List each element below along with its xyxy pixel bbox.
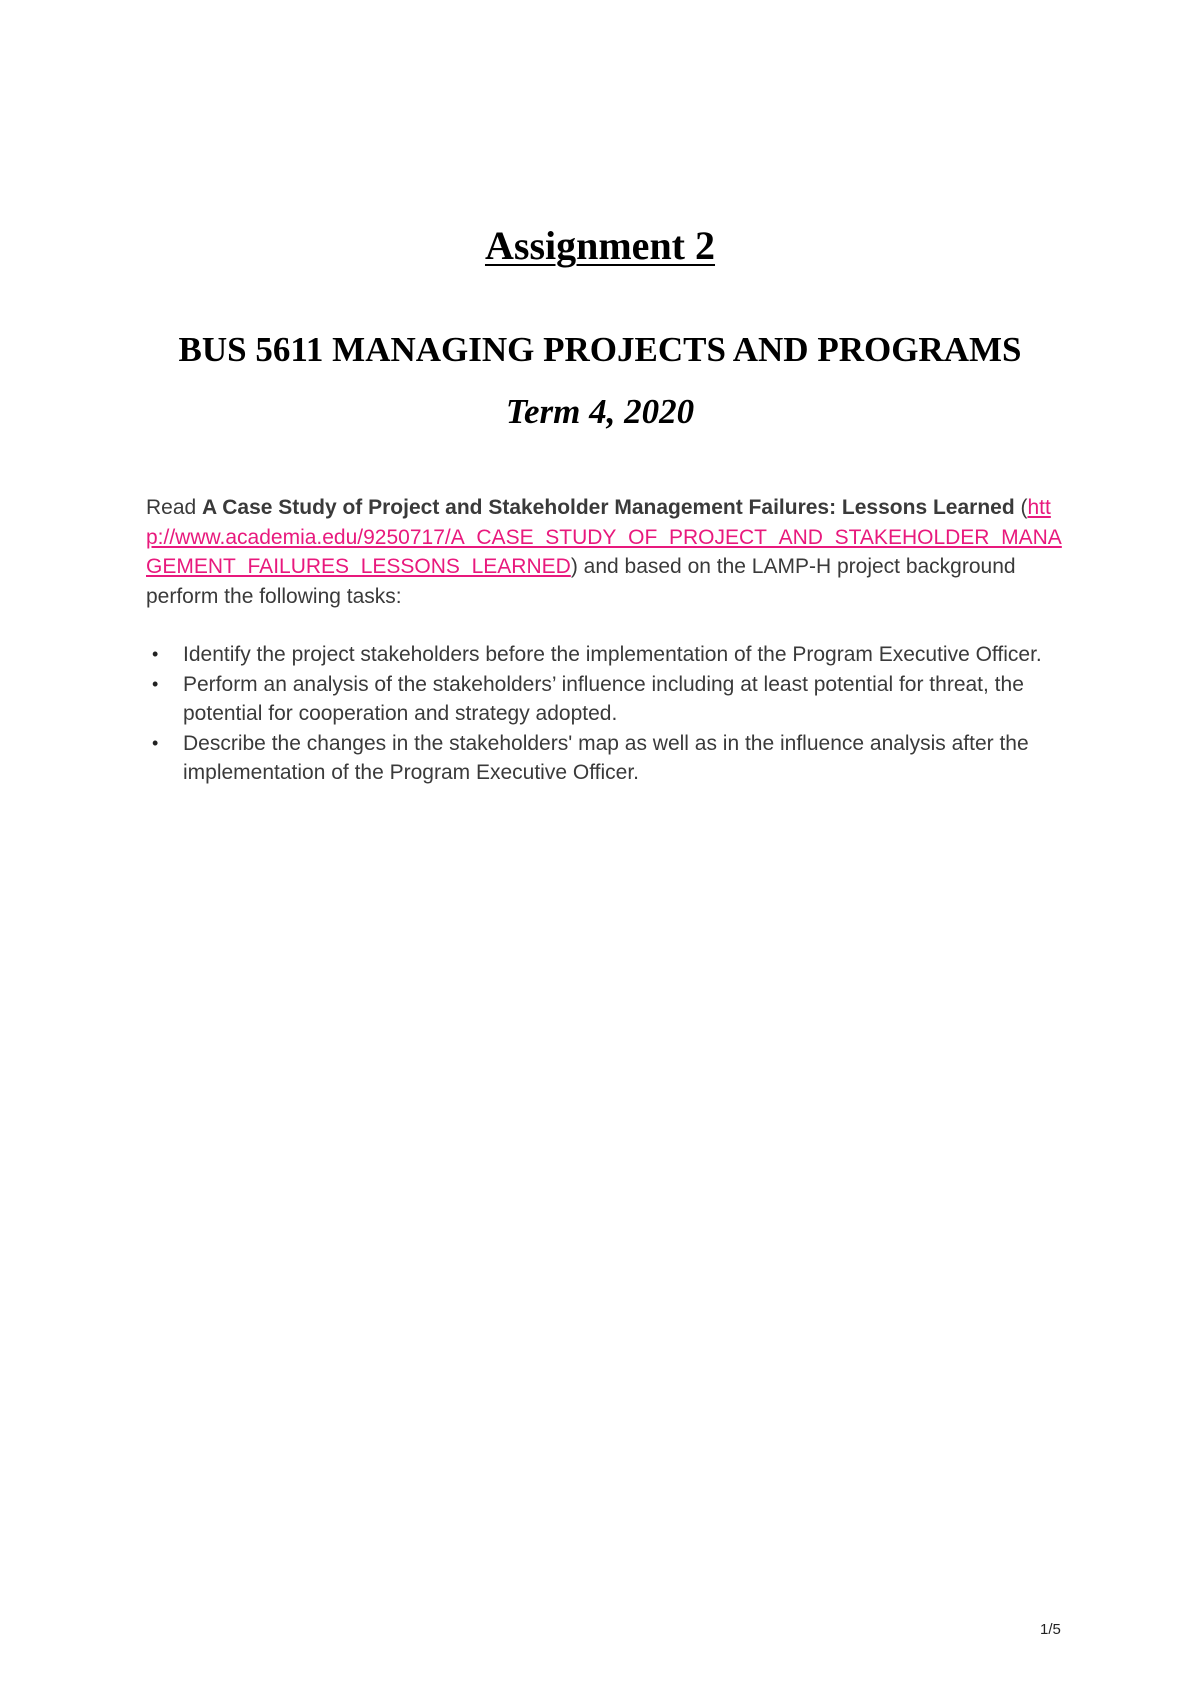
intro-prefix: Read <box>146 496 203 519</box>
task-text: Describe the changes in the stakeholders' map as well as in the influence analysis after the implementation of the Program Executive Officer. <box>183 731 1029 784</box>
list-item <box>146 670 1086 729</box>
bullet-icon: • <box>152 673 159 694</box>
task-list <box>146 640 1086 788</box>
list-item <box>146 729 1086 788</box>
task-text: Perform an analysis of the stakeholders’ influence including at least potential for threat, the potential for cooperation and strategy adopted. <box>183 672 1024 725</box>
bullet-icon: • <box>152 644 159 664</box>
intro-open-paren: ( <box>1014 496 1028 519</box>
course-title: BUS 5611 MANAGING PROJECTS AND PROGRAMS <box>178 330 1022 369</box>
case-study-title: A Case Study of Project and Stakeholder Management Failures: Lessons Learned <box>202 496 1015 519</box>
assignment-title-text: Assignment 2 <box>484 223 716 268</box>
intro-paragraph <box>146 493 1066 611</box>
bullet-icon: • <box>152 732 159 753</box>
task-text: Identify the project stakeholders before the implementation of the Program Executive Officer. <box>183 643 1042 666</box>
case-study-link[interactable]: http://www.academia.edu/9250717/A_CASE_STUDY_OF_PROJECT_AND_STAKEHOLDER_MANAGEMENT_FAILURES_LESSONS_LEARNED <box>146 496 1062 578</box>
list-item <box>146 640 1086 670</box>
intro-suffix: ) and based on the LAMP-H project background perform the following tasks: <box>146 555 1016 608</box>
assignment-title <box>0 222 1200 269</box>
page-number: 1/5 <box>1040 1621 1061 1638</box>
term-label: Term 4, 2020 <box>505 392 695 431</box>
